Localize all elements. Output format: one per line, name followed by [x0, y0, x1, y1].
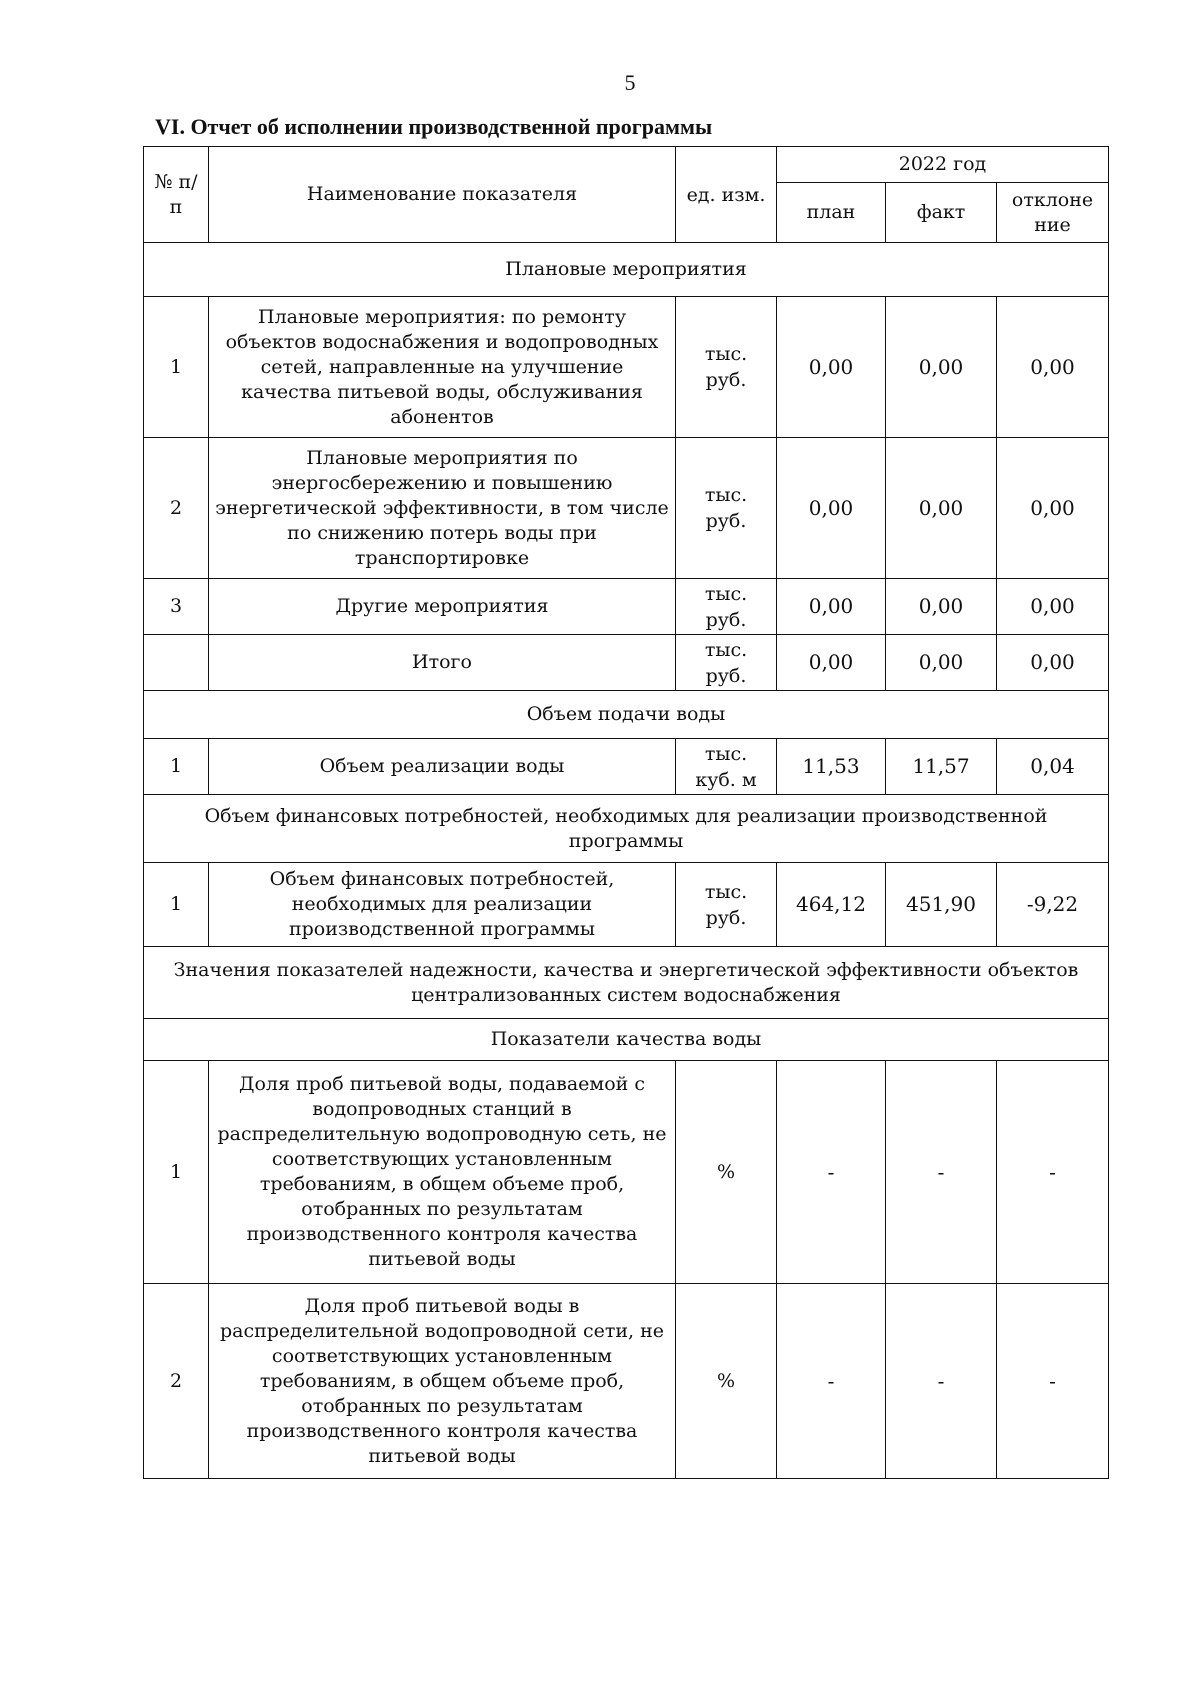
report-table [143, 146, 1109, 1479]
row-plan: 0,00 [777, 579, 886, 635]
row-unit: % [676, 1061, 777, 1284]
row-name: Итого [209, 635, 676, 691]
row-plan: 464,12 [777, 863, 886, 947]
row-number: 2 [144, 438, 209, 579]
header-year: 2022 год [777, 147, 1109, 183]
table-row [144, 1284, 1109, 1479]
row-number: 2 [144, 1284, 209, 1479]
section-heading: Объем финансовых потребностей, необходимых для реализации производственной программы [144, 795, 1109, 863]
row-plan: 11,53 [777, 739, 886, 795]
row-name: Доля проб питьевой воды, подаваемой с водопроводных станций в распределительную водопроводную сеть, не соответствующих установленным требованиям, в общем объеме проб, отобранных по результатам производственного контроля качества питьевой воды [209, 1061, 676, 1284]
section-heading: Значения показателей надежности, качества и энергетической эффективности объектов централизованных систем водоснабжения [144, 947, 1109, 1019]
row-fact: 11,57 [886, 739, 997, 795]
table-row [144, 739, 1109, 795]
row-fact: - [886, 1061, 997, 1284]
row-fact: 0,00 [886, 297, 997, 438]
row-deviation: 0,00 [997, 635, 1109, 691]
table-row [144, 635, 1109, 691]
row-name: Объем реализации воды [209, 739, 676, 795]
row-name: Другие мероприятия [209, 579, 676, 635]
row-plan: 0,00 [777, 438, 886, 579]
row-unit: тыс. руб. [676, 438, 777, 579]
header-deviation: отклоне ние [997, 183, 1109, 243]
header-name: Наименование показателя [209, 147, 676, 243]
page-number: 5 [624, 70, 636, 95]
row-number: 3 [144, 579, 209, 635]
row-number: 1 [144, 739, 209, 795]
row-plan: - [777, 1061, 886, 1284]
row-name: Объем финансовых потребностей, необходимых для реализации производственной программы [209, 863, 676, 947]
row-deviation: -9,22 [997, 863, 1109, 947]
section-heading: Плановые мероприятия [144, 243, 1109, 297]
table-row [144, 1061, 1109, 1284]
header-no: № п/п [144, 147, 209, 243]
table-row [144, 863, 1109, 947]
row-deviation: - [997, 1061, 1109, 1284]
row-name: Плановые мероприятия: по ремонту объектов водоснабжения и водопроводных сетей, направленные на улучшение качества питьевой воды, обслуживания абонентов [209, 297, 676, 438]
row-fact: 451,90 [886, 863, 997, 947]
section-title: VI. Отчет об исполнении производственной программы [155, 114, 713, 139]
row-unit: тыс. руб. [676, 297, 777, 438]
row-fact: 0,00 [886, 438, 997, 579]
row-fact: - [886, 1284, 997, 1479]
row-deviation: - [997, 1284, 1109, 1479]
header-plan: план [777, 183, 886, 243]
row-name: Доля проб питьевой воды в распределительной водопроводной сети, не соответствующих установленным требованиям, в общем объеме проб, отобранных по результатам производственного контроля качества питьевой воды [209, 1284, 676, 1479]
row-number: 1 [144, 1061, 209, 1284]
row-deviation: 0,00 [997, 579, 1109, 635]
row-fact: 0,00 [886, 579, 997, 635]
row-plan: 0,00 [777, 297, 886, 438]
row-unit: тыс. руб. [676, 635, 777, 691]
row-unit: тыс. руб. [676, 863, 777, 947]
row-unit: тыс. куб. м [676, 739, 777, 795]
table-row [144, 438, 1109, 579]
table-row [144, 297, 1109, 438]
row-number [144, 635, 209, 691]
section-heading: Объем подачи воды [144, 691, 1109, 739]
row-name: Плановые мероприятия по энергосбережению и повышению энергетической эффективности, в том числе по снижению потерь воды при транспортировке [209, 438, 676, 579]
row-deviation: 0,00 [997, 438, 1109, 579]
section-heading: Показатели качества воды [144, 1019, 1109, 1061]
row-fact: 0,00 [886, 635, 997, 691]
row-number: 1 [144, 297, 209, 438]
header-unit: ед. изм. [676, 147, 777, 243]
table-row [144, 579, 1109, 635]
row-number: 1 [144, 863, 209, 947]
row-unit: тыс. руб. [676, 579, 777, 635]
row-deviation: 0,00 [997, 297, 1109, 438]
header-fact: факт [886, 183, 997, 243]
row-unit: % [676, 1284, 777, 1479]
row-plan: - [777, 1284, 886, 1479]
row-deviation: 0,04 [997, 739, 1109, 795]
row-plan: 0,00 [777, 635, 886, 691]
